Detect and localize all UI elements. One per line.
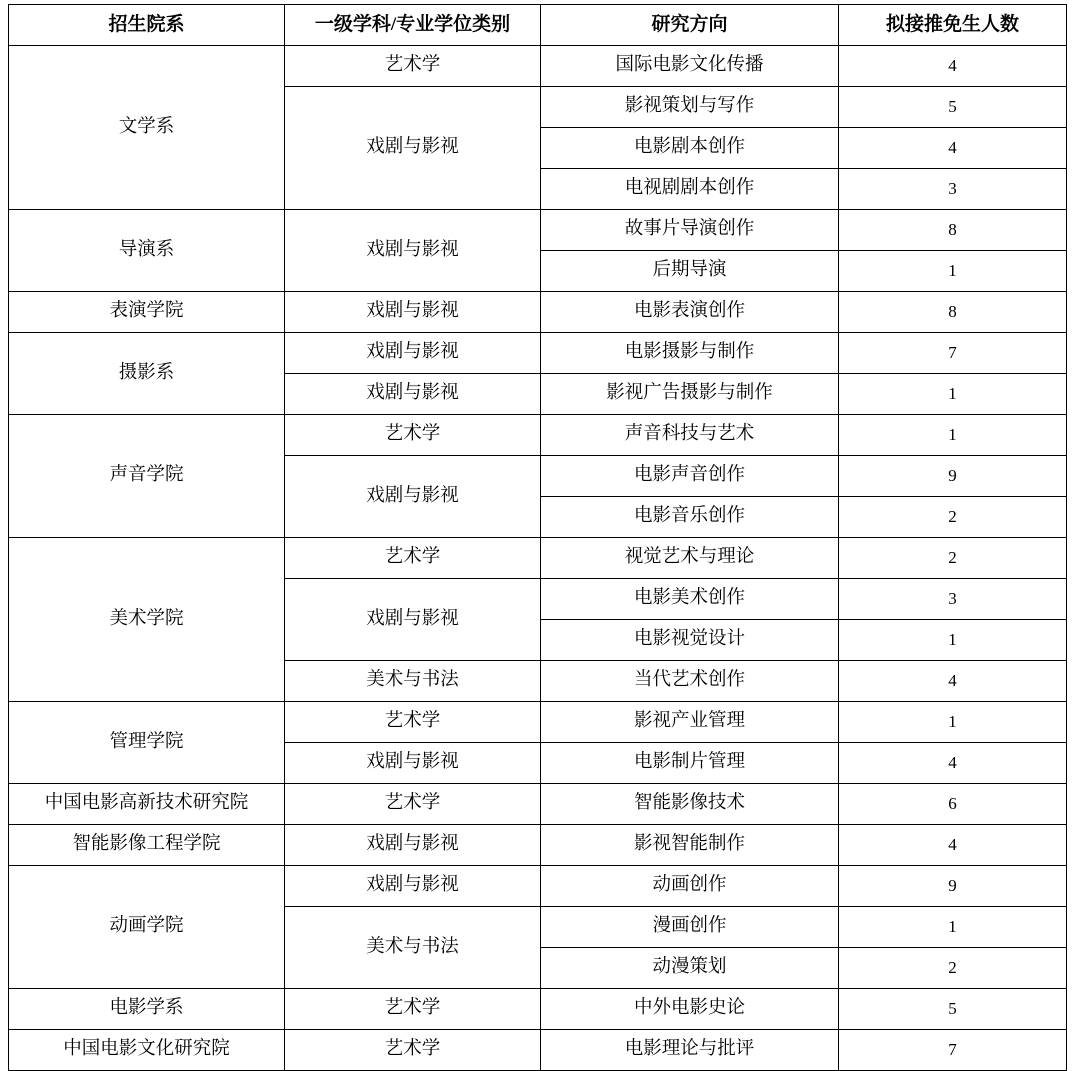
cell-research-direction: 中外电影史论	[541, 989, 839, 1030]
admissions-table	[8, 4, 1067, 1071]
cell-research-direction: 电影视觉设计	[541, 620, 839, 661]
cell-department: 动画学院	[9, 866, 285, 989]
cell-quota: 3	[839, 579, 1067, 620]
cell-department: 摄影系	[9, 333, 285, 415]
cell-discipline: 戏剧与影视	[285, 825, 541, 866]
cell-quota: 1	[839, 620, 1067, 661]
cell-discipline: 艺术学	[285, 538, 541, 579]
cell-quota: 1	[839, 374, 1067, 415]
column-header-department: 招生院系	[9, 5, 285, 46]
cell-department: 管理学院	[9, 702, 285, 784]
cell-discipline: 戏剧与影视	[285, 292, 541, 333]
cell-research-direction: 故事片导演创作	[541, 210, 839, 251]
table-body	[9, 46, 1067, 1071]
cell-quota: 1	[839, 415, 1067, 456]
table-row	[9, 784, 1067, 825]
cell-quota: 1	[839, 251, 1067, 292]
cell-discipline: 戏剧与影视	[285, 866, 541, 907]
cell-discipline: 戏剧与影视	[285, 579, 541, 661]
cell-quota: 9	[839, 866, 1067, 907]
cell-research-direction: 视觉艺术与理论	[541, 538, 839, 579]
cell-quota: 2	[839, 497, 1067, 538]
table-row	[9, 1030, 1067, 1071]
cell-quota: 1	[839, 907, 1067, 948]
cell-quota: 5	[839, 989, 1067, 1030]
cell-research-direction: 电影表演创作	[541, 292, 839, 333]
cell-research-direction: 电影音乐创作	[541, 497, 839, 538]
cell-discipline: 艺术学	[285, 46, 541, 87]
cell-quota: 8	[839, 210, 1067, 251]
cell-department: 文学系	[9, 46, 285, 210]
table-row	[9, 292, 1067, 333]
cell-research-direction: 影视产业管理	[541, 702, 839, 743]
column-header-quota: 拟接推免生人数	[839, 5, 1067, 46]
cell-quota: 1	[839, 702, 1067, 743]
cell-research-direction: 电影制片管理	[541, 743, 839, 784]
table-row	[9, 46, 1067, 87]
cell-quota: 7	[839, 333, 1067, 374]
cell-research-direction: 电影摄影与制作	[541, 333, 839, 374]
cell-research-direction: 漫画创作	[541, 907, 839, 948]
cell-quota: 8	[839, 292, 1067, 333]
table-row	[9, 866, 1067, 907]
cell-research-direction: 后期导演	[541, 251, 839, 292]
cell-discipline: 美术与书法	[285, 661, 541, 702]
table-row	[9, 415, 1067, 456]
table-row	[9, 702, 1067, 743]
column-header-research-direction: 研究方向	[541, 5, 839, 46]
table-row	[9, 538, 1067, 579]
cell-discipline: 戏剧与影视	[285, 210, 541, 292]
table-row	[9, 825, 1067, 866]
table-row	[9, 989, 1067, 1030]
cell-research-direction: 国际电影文化传播	[541, 46, 839, 87]
cell-department: 表演学院	[9, 292, 285, 333]
cell-quota: 4	[839, 128, 1067, 169]
cell-research-direction: 影视广告摄影与制作	[541, 374, 839, 415]
cell-department: 声音学院	[9, 415, 285, 538]
cell-discipline: 艺术学	[285, 1030, 541, 1071]
cell-quota: 9	[839, 456, 1067, 497]
cell-research-direction: 影视策划与写作	[541, 87, 839, 128]
cell-research-direction: 当代艺术创作	[541, 661, 839, 702]
cell-research-direction: 声音科技与艺术	[541, 415, 839, 456]
cell-discipline: 戏剧与影视	[285, 456, 541, 538]
cell-research-direction: 电影声音创作	[541, 456, 839, 497]
cell-quota: 3	[839, 169, 1067, 210]
table-header-row	[9, 5, 1067, 46]
cell-quota: 4	[839, 743, 1067, 784]
cell-quota: 2	[839, 948, 1067, 989]
cell-research-direction: 电视剧剧本创作	[541, 169, 839, 210]
cell-discipline: 戏剧与影视	[285, 87, 541, 210]
cell-quota: 4	[839, 46, 1067, 87]
cell-research-direction: 动漫策划	[541, 948, 839, 989]
cell-research-direction: 动画创作	[541, 866, 839, 907]
cell-department: 导演系	[9, 210, 285, 292]
cell-discipline: 戏剧与影视	[285, 374, 541, 415]
table-row	[9, 333, 1067, 374]
column-header-discipline: 一级学科/专业学位类别	[285, 5, 541, 46]
cell-discipline: 戏剧与影视	[285, 333, 541, 374]
cell-research-direction: 电影剧本创作	[541, 128, 839, 169]
cell-discipline: 美术与书法	[285, 907, 541, 989]
cell-discipline: 艺术学	[285, 989, 541, 1030]
cell-discipline: 艺术学	[285, 784, 541, 825]
cell-quota: 4	[839, 661, 1067, 702]
cell-research-direction: 电影美术创作	[541, 579, 839, 620]
cell-department: 美术学院	[9, 538, 285, 702]
cell-quota: 6	[839, 784, 1067, 825]
cell-research-direction: 影视智能制作	[541, 825, 839, 866]
cell-department: 中国电影文化研究院	[9, 1030, 285, 1071]
cell-research-direction: 电影理论与批评	[541, 1030, 839, 1071]
cell-discipline: 艺术学	[285, 415, 541, 456]
cell-discipline: 戏剧与影视	[285, 743, 541, 784]
cell-quota: 2	[839, 538, 1067, 579]
cell-department: 智能影像工程学院	[9, 825, 285, 866]
cell-quota: 7	[839, 1030, 1067, 1071]
cell-quota: 4	[839, 825, 1067, 866]
cell-department: 电影学系	[9, 989, 285, 1030]
cell-quota: 5	[839, 87, 1067, 128]
table-row	[9, 210, 1067, 251]
cell-department: 中国电影高新技术研究院	[9, 784, 285, 825]
cell-research-direction: 智能影像技术	[541, 784, 839, 825]
cell-discipline: 艺术学	[285, 702, 541, 743]
